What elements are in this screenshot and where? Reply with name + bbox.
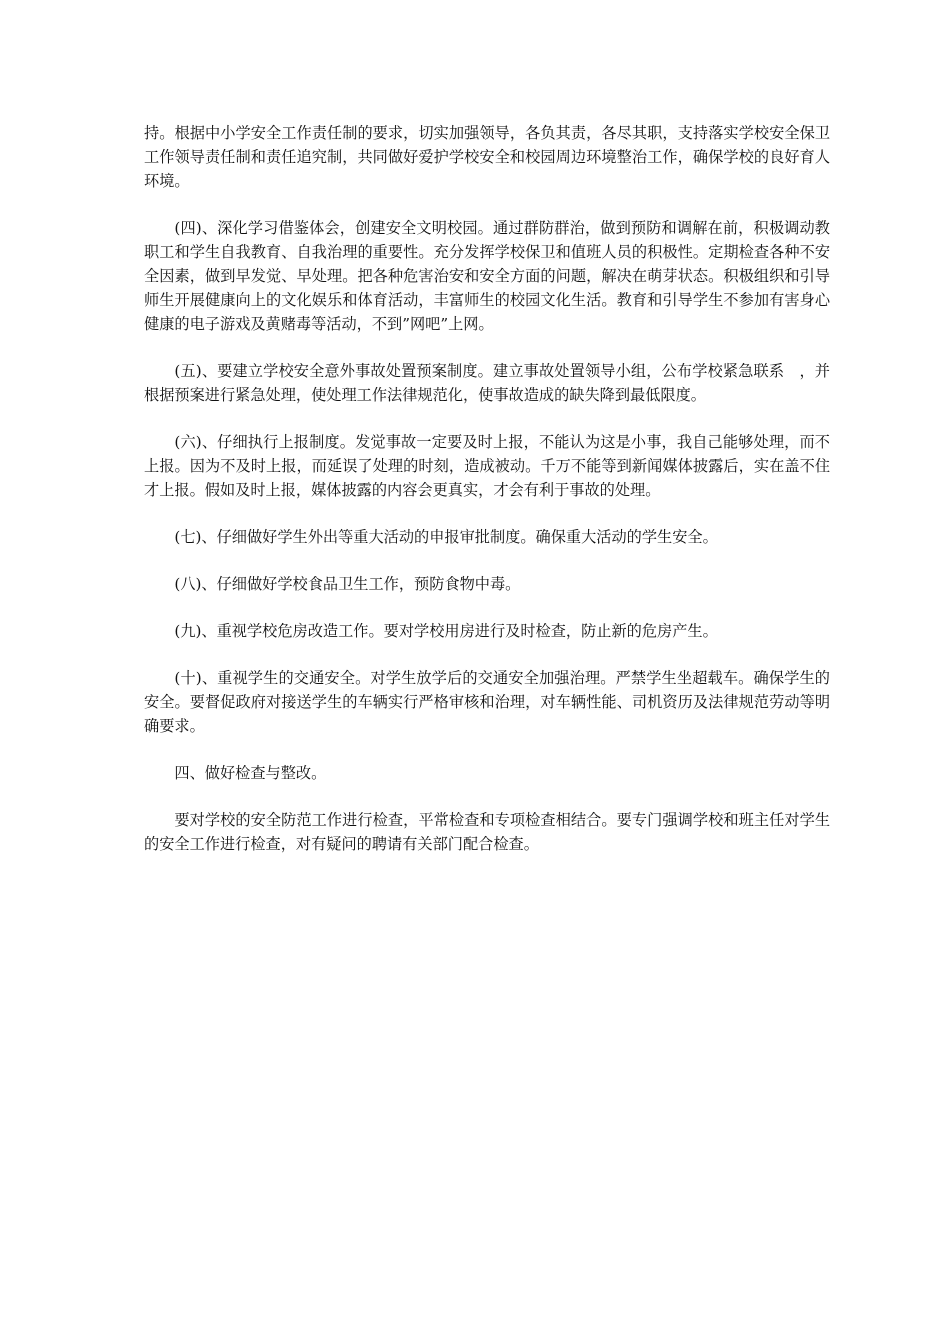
paragraph-section-6: (六)、仔细执行上报制度。发觉事故一定要及时上报，不能认为这是小事，我自己能够处理，而不上报。因为不及时上报，而延误了处理的时刻，造成被动。千万不能等到新闻媒体披露后，实在盖不住才上报。假如及时上报，媒体披露的内容会更真实，才会有利于事故的处理。: [144, 433, 830, 499]
paragraph-continuation: 持。根据中小学安全工作责任制的要求，切实加强领导，各负其责，各尽其职，支持落实学校安全保卫工作领导责任制和责任追究制，共同做好爱护学校安全和校园周边环境整治工作，确保学校的良好育人环境。: [144, 124, 830, 190]
section-heading-inspection: 四、做好检查与整改。: [174, 764, 327, 782]
paragraph-inspection: 要对学校的安全防范工作进行检查，平常检查和专项检查相结合。要专门强调学校和班主任对学生的安全工作进行检查，对有疑问的聘请有关部门配合检查。: [144, 811, 830, 853]
paragraph-section-7: (七)、仔细做好学生外出等重大活动的申报审批制度。确保重大活动的学生安全。: [174, 528, 718, 546]
paragraph-section-9: (九)、重视学校危房改造工作。要对学校用房进行及时检查，防止新的危房产生。: [174, 622, 718, 640]
paragraph-section-10: (十)、重视学生的交通安全。对学生放学后的交通安全加强治理。严禁学生坐超载车。确保学生的安全。要督促政府对接送学生的车辆实行严格审核和治理，对车辆性能、司机资历及法律规范劳动等明确要求。: [144, 669, 830, 735]
document-body: [144, 121, 830, 879]
paragraph-section-4: (四)、深化学习借鉴体会，创建安全文明校园。通过群防群治，做到预防和调解在前，积极调动教职工和学生自我教育、自我治理的重要性。充分发挥学校保卫和值班人员的积极性。定期检查各种不安全因素，做到早发觉、早处理。把各种危害治安和安全方面的问题，解决在萌芽状态。积极组织和引导师生开展健康向上的文化娱乐和体育活动，丰富师生的校园文化生活。教育和引导学生不参加有害身心健康的电子游戏及黄赌毒等活动，不到”网吧”上网。: [144, 219, 830, 333]
paragraph-section-8: (八)、仔细做好学校食品卫生工作，预防食物中毒。: [174, 575, 521, 593]
paragraph-section-5: (五)、要建立学校安全意外事故处置预案制度。建立事故处置领导小组，公布学校紧急联系 ，并根据预案进行紧急处理，使处理工作法律规范化，使事故造成的缺失降到最低限度。: [144, 362, 830, 404]
